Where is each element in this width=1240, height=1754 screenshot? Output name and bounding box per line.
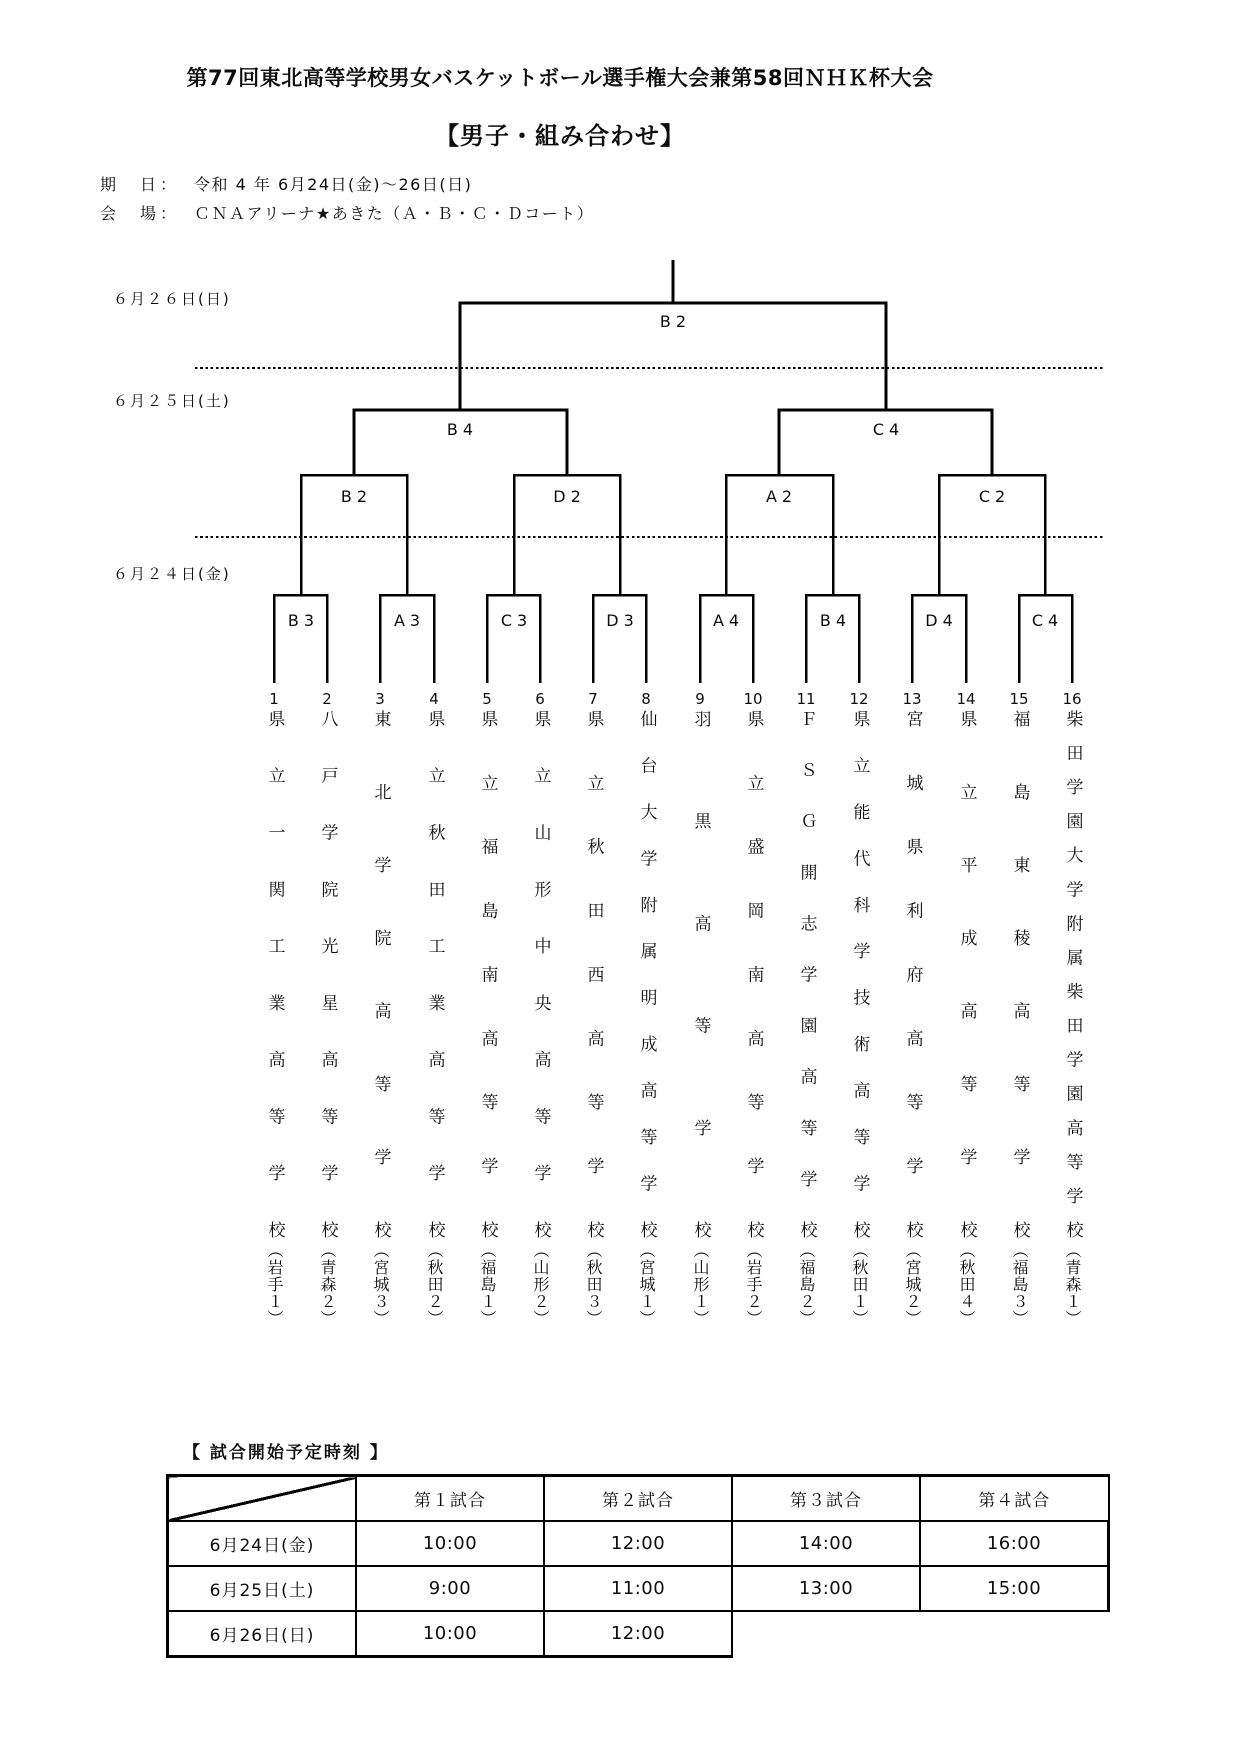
schedule-time-cell: 15:00: [920, 1566, 1109, 1611]
team-name: 県立福島南高等学校: [477, 710, 498, 1238]
team-name: 県立秋田工業高等学校: [424, 710, 445, 1238]
schedule-table: [166, 1474, 1110, 1658]
team-number: 4: [429, 690, 439, 708]
team-pref-seed: （秋田３）: [584, 1242, 603, 1327]
page-subtitle: 【男子・組み合わせ】: [435, 122, 685, 150]
team-column: [585, 688, 602, 1327]
round1-label: B4: [819, 611, 852, 630]
venue-value: ＣＮＡアリーナ★あきた（Ａ・Ｂ・Ｃ・Ｄコート）: [194, 204, 595, 223]
team-pref-seed: （山形２）: [531, 1242, 550, 1327]
schedule-time-cell: 11:00: [544, 1566, 732, 1611]
schedule-col-header: 第３試合: [732, 1476, 920, 1522]
team-name: 福島東稜高等学校: [1009, 710, 1030, 1238]
team-column: [1062, 688, 1081, 1327]
team-pref-seed: （宮城１）: [637, 1242, 656, 1327]
team-name: 宮城県利府高等学校: [902, 710, 923, 1238]
team-pref-seed: （宮城２）: [903, 1242, 922, 1327]
team-column: [426, 688, 443, 1327]
team-column: [796, 688, 815, 1327]
schedule-time-cell: 12:00: [544, 1521, 732, 1566]
team-number: 2: [322, 690, 332, 708]
schedule-time-cell: 12:00: [544, 1611, 732, 1657]
period-label: 期 日：: [100, 175, 181, 194]
round1-label: C4: [1031, 611, 1064, 630]
schedule-col-header: 第１試合: [356, 1476, 544, 1522]
period-line: [100, 172, 472, 195]
team-pref-seed: （宮城３）: [371, 1242, 390, 1327]
team-pref-seed: （岩手１）: [265, 1242, 284, 1327]
round1-label: D3: [606, 611, 639, 630]
schedule-time-cell: 10:00: [356, 1521, 544, 1566]
team-name: 県立能代科学技術高等学校: [849, 710, 870, 1238]
team-column: [743, 688, 762, 1327]
team-pref-seed: （秋田２）: [425, 1242, 444, 1327]
team-number: 1: [269, 690, 279, 708]
schedule-time-cell: 9:00: [356, 1566, 544, 1611]
team-column: [479, 688, 496, 1327]
team-name: 仙台大学附属明成高等学校: [636, 710, 657, 1238]
team-name: 県立一関工業高等学校: [264, 710, 285, 1238]
semifinal-label: B4: [446, 420, 479, 439]
round1-label: B3: [287, 611, 320, 630]
team-column: [638, 688, 655, 1327]
team-number: 6: [535, 690, 545, 708]
venue-label: 会 場：: [100, 204, 181, 223]
empty-cell: [920, 1611, 1109, 1657]
team-column: [849, 688, 868, 1327]
quarterfinal-label: B2: [340, 487, 373, 506]
round1-label: C3: [500, 611, 533, 630]
schedule-col-header: 第２試合: [544, 1476, 732, 1522]
team-pref-seed: （青森２）: [318, 1242, 337, 1327]
schedule-title: 【 試合開始予定時刻 】: [183, 1443, 389, 1463]
team-name: 県立山形中央高等学校: [530, 710, 551, 1238]
team-name: 県立秋田西高等学校: [583, 710, 604, 1238]
bracket-date-jun26: ６月２６日(日): [113, 290, 231, 308]
page-title: 第77回東北高等学校男女バスケットボール選手権大会兼第58回ＮＨＫ杯大会: [186, 66, 934, 90]
schedule-date-cell: 6月26日(日): [168, 1611, 357, 1657]
team-number: 3: [375, 690, 385, 708]
team-name: 羽黒高等学校: [690, 710, 711, 1238]
team-pref-seed: （青森１）: [1063, 1242, 1082, 1327]
quarterfinal-label: D2: [553, 487, 586, 506]
round1-label: D4: [925, 611, 958, 630]
venue-line: [100, 201, 594, 224]
team-column: [692, 688, 709, 1327]
quarterfinal-label: A2: [765, 487, 798, 506]
round1-label: A3: [393, 611, 426, 630]
team-number: 13: [902, 690, 922, 708]
team-pref-seed: （福島１）: [478, 1242, 497, 1327]
team-pref-seed: （山形１）: [691, 1242, 710, 1327]
team-column: [956, 688, 975, 1327]
team-name: 県立平成高等学校: [956, 710, 977, 1238]
team-number: 10: [743, 690, 763, 708]
diagonal-header-cell: [168, 1476, 357, 1522]
schedule-time-cell: 16:00: [920, 1521, 1109, 1566]
final-match-label: B2: [659, 312, 692, 331]
team-number: 11: [796, 690, 816, 708]
team-name: ＦＳＧ開志学園高等学校: [796, 710, 817, 1238]
team-column: [1009, 688, 1028, 1327]
semifinal-label: C4: [872, 420, 905, 439]
quarterfinal-label: C2: [978, 487, 1011, 506]
team-column: [372, 688, 389, 1327]
team-pref-seed: （秋田１）: [850, 1242, 869, 1327]
schedule-time-cell: 14:00: [732, 1521, 920, 1566]
team-number: 12: [849, 690, 869, 708]
team-name: 東北学院高等学校: [370, 710, 391, 1238]
team-number: 16: [1062, 690, 1082, 708]
schedule-date-cell: 6月24日(金): [168, 1521, 357, 1566]
period-value: 令和 4 年 6月24日(金)～26日(日): [194, 175, 473, 194]
team-number: 5: [482, 690, 492, 708]
schedule-time-cell: 13:00: [732, 1566, 920, 1611]
bracket-date-jun24: ６月２４日(金): [113, 565, 231, 583]
team-number: 9: [695, 690, 705, 708]
empty-cell: [732, 1611, 920, 1657]
team-column: [902, 688, 921, 1327]
schedule-date-cell: 6月25日(土): [168, 1566, 357, 1611]
bracket-date-jun25: ６月２５日(土): [113, 392, 231, 410]
team-column: [532, 688, 549, 1327]
team-name: 県立盛岡南高等学校: [743, 710, 764, 1238]
team-column: [319, 688, 336, 1327]
team-pref-seed: （福島３）: [1010, 1242, 1029, 1327]
team-name: 柴田学園大学附属柴田学園高等学校: [1062, 710, 1083, 1238]
schedule-col-header: 第４試合: [920, 1476, 1109, 1522]
team-pref-seed: （秋田４）: [957, 1242, 976, 1327]
team-column: [266, 688, 283, 1327]
bracket-lines: [0, 0, 1240, 760]
team-name: 八戸学院光星高等学校: [317, 710, 338, 1238]
team-number: 14: [956, 690, 976, 708]
schedule-time-cell: 10:00: [356, 1611, 544, 1657]
team-number: 15: [1009, 690, 1029, 708]
team-pref-seed: （福島２）: [797, 1242, 816, 1327]
round1-label: A4: [712, 611, 745, 630]
team-number: 7: [588, 690, 598, 708]
team-pref-seed: （岩手２）: [744, 1242, 763, 1327]
team-number: 8: [641, 690, 651, 708]
